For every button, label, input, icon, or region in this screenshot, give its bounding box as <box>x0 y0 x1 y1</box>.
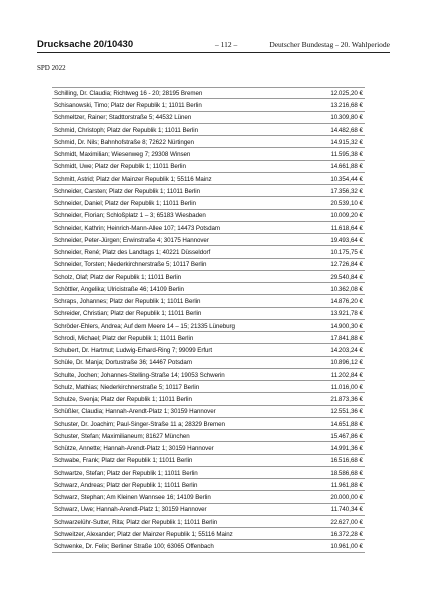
donor-name-address: Schmid, Dr. Nils; Bahnhofstraße 8; 72622 Nürtingen <box>54 138 194 146</box>
publisher-label: Deutscher Bundestag – 20. Wahlperiode <box>269 40 390 49</box>
table-row <box>52 442 365 454</box>
donation-amount: 14.991,36 € <box>330 445 363 452</box>
donor-name-address: Schmitt, Astrid; Platz der Mainzer Republik 1; 55116 Mainz <box>54 175 212 183</box>
donation-amount: 10.961,00 € <box>330 543 363 550</box>
donor-name-address: Schneider, Peter-Jürgen; Erwinstraße 4; 30175 Hannover <box>54 236 209 244</box>
donor-name-address: Schwartze, Stefan; Platz der Republik 1; 11011 Berlin <box>54 469 198 477</box>
donor-name-address: Schwenke, Dr. Felix; Berliner Straße 100; 63065 Offenbach <box>54 543 214 550</box>
donation-amount: 20.539,10 € <box>330 200 363 207</box>
donor-name-address: Schwarz, Uwe; Hannah-Arendt-Platz 1; 30159 Hannover <box>54 506 207 514</box>
donation-amount: 16.516,68 € <box>330 457 363 465</box>
section-heading: SPD 2022 <box>37 64 66 72</box>
donor-name-address: Schüle, Dr. Manja; Dortustraße 36; 14467 Potsdam <box>54 359 192 367</box>
donor-name-address: Schreider, Christian; Platz der Republik 1; 11011 Berlin <box>54 310 202 318</box>
donor-name-address: Schisanowski, Timo; Platz der Republik 1; 11011 Berlin <box>54 102 202 109</box>
table-row <box>52 234 365 246</box>
donation-amount: 10.009,20 € <box>330 212 363 220</box>
donation-amount: 14.651,88 € <box>330 420 363 428</box>
donor-name-address: Schwarz, Stephan; Am Kleinen Wannsee 16; 14109 Berlin <box>54 494 211 501</box>
donation-amount: 16.372,28 € <box>330 530 363 538</box>
donation-amount: 10.362,08 € <box>330 285 363 293</box>
donation-amount: 10.896,12 € <box>330 359 363 367</box>
donation-amount: 12.551,36 € <box>330 408 363 416</box>
donation-amount: 11.961,88 € <box>330 481 363 489</box>
table-row <box>52 136 365 148</box>
table-row <box>52 540 365 552</box>
donor-name-address: Schmeltzer, Rainer; Stadttorstraße 5; 44532 Lünen <box>54 114 192 122</box>
donor-name-address: Schöttler, Angelika; Ulricistraße 46; 14109 Berlin <box>54 285 184 293</box>
donor-name-address: Schmidt, Maximilian; Wiesenweg 7; 29308 Winsen <box>54 151 191 158</box>
table-row <box>52 185 365 197</box>
table-row <box>52 320 365 332</box>
donor-name-address: Schwarz, Andreas; Platz der Republik 1; 11011 Berlin <box>54 481 198 489</box>
table-row <box>52 173 365 185</box>
donor-table <box>52 87 365 553</box>
donation-amount: 19.493,64 € <box>330 236 363 244</box>
donor-name-address: Schütze, Annette; Hannah-Arendt-Platz 1; 30159 Hannover <box>54 445 214 452</box>
donor-name-address: Schwabe, Frank; Platz der Republik 1; 11011 Berlin <box>54 457 193 465</box>
page-number: – 112 – <box>215 40 238 49</box>
donor-name-address: Schneider, Carsten; Platz der Republik 1; 11011 Berlin <box>54 187 200 195</box>
table-row <box>52 112 365 124</box>
table-row <box>52 381 365 393</box>
donor-name-address: Schwarzelühr-Sutter, Rita; Platz der Republik 1; 11011 Berlin <box>54 518 218 526</box>
table-row <box>52 271 365 283</box>
table-row <box>52 148 365 160</box>
donation-amount: 20.000,00 € <box>330 494 363 501</box>
table-row <box>52 222 365 234</box>
donation-amount: 14.900,30 € <box>330 322 363 330</box>
donor-name-address: Schuster, Stefan; Maximilianeum; 81627 München <box>54 432 190 440</box>
donation-amount: 13.216,68 € <box>330 102 363 109</box>
donation-amount: 10.309,80 € <box>330 114 363 122</box>
table-row <box>52 295 365 307</box>
donor-name-address: Scholz, Olaf; Platz der Republik 1; 11011 Berlin <box>54 273 182 281</box>
donor-name-address: Schulze, Svenja; Platz der Republik 1; 11011 Berlin <box>54 396 192 403</box>
donor-name-address: Schweitzer, Alexander; Platz der Mainzer Republik 1; 55116 Mainz <box>54 530 233 538</box>
table-row <box>52 418 365 430</box>
table-row <box>52 491 365 503</box>
donation-amount: 14.915,32 € <box>330 138 363 146</box>
table-row <box>52 393 365 405</box>
table-row <box>52 197 365 209</box>
donation-amount: 17.356,32 € <box>330 187 363 195</box>
table-row <box>52 479 365 491</box>
donation-amount: 17.841,88 € <box>330 334 363 342</box>
donation-amount: 11.740,34 € <box>330 506 363 514</box>
donor-name-address: Schröder-Ehlers, Andrea; Auf dem Meere 14 – 15; 21335 Lüneburg <box>54 322 235 330</box>
donation-amount: 14.876,20 € <box>330 298 363 305</box>
table-row <box>52 259 365 271</box>
donation-amount: 14.661,88 € <box>330 163 363 171</box>
donor-name-address: Schraps, Johannes; Platz der Republik 1; 11011 Berlin <box>54 298 201 305</box>
table-row <box>52 161 365 173</box>
donor-name-address: Schneider, René; Platz des Landtags 1; 40221 Düsseldorf <box>54 249 211 256</box>
donation-amount: 13.921,78 € <box>330 310 363 318</box>
table-row <box>52 516 365 528</box>
donation-amount: 21.873,36 € <box>330 396 363 403</box>
table-row <box>52 467 365 479</box>
table-row <box>52 406 365 418</box>
donation-amount: 10.175,75 € <box>330 249 363 256</box>
table-row <box>52 308 365 320</box>
donation-amount: 11.618,64 € <box>330 224 363 232</box>
table-row <box>52 246 365 258</box>
donor-name-address: Schneider, Florian; Schloßplatz 1 – 3; 65183 Wiesbaden <box>54 212 206 220</box>
table-row <box>52 124 365 136</box>
donation-amount: 11.016,00 € <box>330 383 363 391</box>
donor-name-address: Schmid, Christoph; Platz der Republik 1; 11011 Berlin <box>54 126 198 134</box>
table-row <box>52 369 365 381</box>
donation-amount: 11.202,84 € <box>330 371 363 379</box>
donation-amount: 10.354,44 € <box>330 175 363 183</box>
donor-name-address: Schüßler, Claudia; Hannah-Arendt-Platz 1; 30159 Hannover <box>54 408 216 416</box>
table-row <box>52 357 365 369</box>
donor-name-address: Schulz, Mathias; Niederkirchnerstraße 5; 10117 Berlin <box>54 383 200 391</box>
donor-name-address: Schulte, Jochen; Johannes-Stelling-Straße 14; 19053 Schwerin <box>54 371 225 379</box>
page-header <box>37 40 390 53</box>
document-number: Drucksache 20/10430 <box>37 39 134 50</box>
donation-amount: 14.482,68 € <box>330 126 363 134</box>
donation-amount: 15.467,86 € <box>330 432 363 440</box>
donor-name-address: Schneider, Kathrin; Heinrich-Mann-Allee 107; 14473 Potsdam <box>54 224 220 232</box>
donation-amount: 14.203,24 € <box>330 347 363 354</box>
donor-name-address: Schuster, Dr. Joachim; Paul-Singer-Straße 11 a; 28329 Bremen <box>54 420 225 428</box>
donation-amount: 22.627,00 € <box>330 518 363 526</box>
table-row <box>52 455 365 467</box>
table-row <box>52 332 365 344</box>
table-row <box>52 344 365 356</box>
donor-name-address: Schrodi, Michael; Platz der Republik 1; 11011 Berlin <box>54 334 194 342</box>
donor-name-address: Schmidt, Uwe; Platz der Republik 1; 11011 Berlin <box>54 163 186 171</box>
table-row <box>52 283 365 295</box>
table-row <box>52 87 365 99</box>
donor-name-address: Schneider, Torsten; Niederkirchnerstraße 5; 10117 Berlin <box>54 261 207 269</box>
donor-name-address: Schneider, Daniel; Platz der Republik 1; 11011 Berlin <box>54 200 196 207</box>
table-row <box>52 210 365 222</box>
table-row <box>52 99 365 111</box>
donation-amount: 29.540,84 € <box>330 273 363 281</box>
donor-name-address: Schubert, Dr. Hartmut; Ludwig-Erhard-Ring 7; 99099 Erfurt <box>54 347 213 354</box>
donation-amount: 12.726,84 € <box>330 261 363 269</box>
donation-amount: 11.595,38 € <box>330 151 363 158</box>
donation-amount: 12.025,20 € <box>330 89 363 97</box>
table-row <box>52 504 365 516</box>
table-row <box>52 430 365 442</box>
donor-name-address: Schilling, Dr. Claudia; Richtweg 16 - 20; 28195 Bremen <box>54 89 203 97</box>
table-row <box>52 528 365 540</box>
donation-amount: 18.586,68 € <box>330 469 363 477</box>
